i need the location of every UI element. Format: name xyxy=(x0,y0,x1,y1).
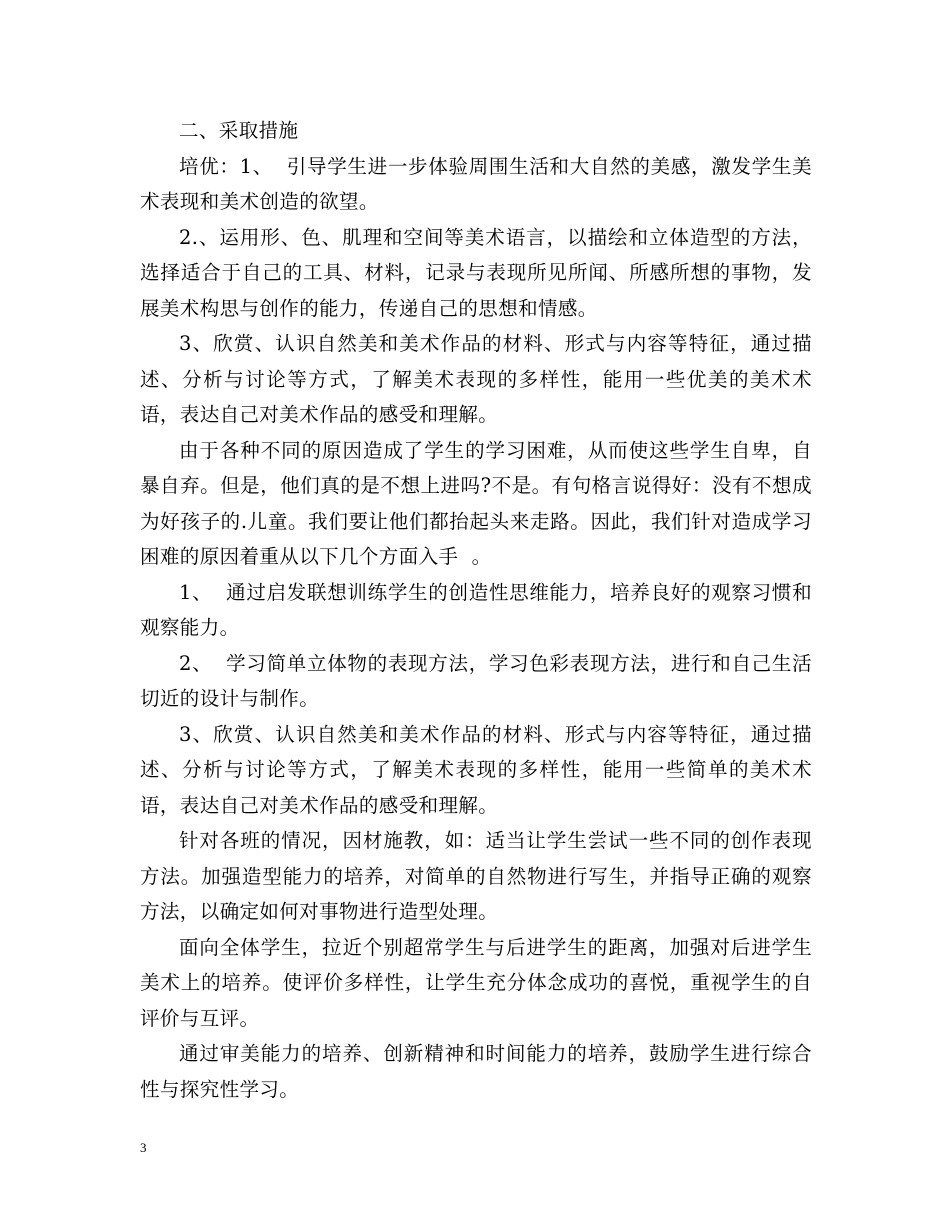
paragraph-peiyou-2: 2.、运用形、色、肌理和空间等美术语言，以描绘和立体造型的方法，选择适合于自己的工具、材料，记录与表现所见所闻、所感所想的事物，发展美术构思与创作的能力，传递自己的思想和情感。 xyxy=(140,225,812,320)
paragraph-measure-1: 1、 通过启发联想训练学生的创造性思维能力，培养良好的观察习惯和观察能力。 xyxy=(140,580,812,639)
page-number: 3 xyxy=(140,1140,147,1155)
section-heading: 二、采取措施 xyxy=(179,119,299,142)
paragraph-class-situation: 针对各班的情况，因材施教，如：适当让学生尝试一些不同的创作表现方法。加强造型能力的培养，对简单的自然物进行写生，并指导正确的观察方法，以确定如何对事物进行造型处理。 xyxy=(140,829,812,923)
paragraph-aesthetic-ability: 通过审美能力的培养、创新精神和时间能力的培养，鼓励学生进行综合性与探究性学习。 xyxy=(140,1042,812,1101)
paragraph-all-students: 面向全体学生，拉近个别超常学生与后进学生的距离，加强对后进学生美术上的培养。使评价多样性，让学生充分体念成功的喜悦，重视学生的自评价与互评。 xyxy=(140,935,812,1030)
paragraph-peiyou-3: 3、欣赏、认识自然美和美术作品的材料、形式与内容等特征，通过描述、分析与讨论等方式，了解美术表现的多样性，能用一些优美的美术术语，表达自己对美术作品的感受和理解。 xyxy=(140,332,812,426)
paragraph-measure-2: 2、 学习简单立体物的表现方法，学习色彩表现方法，进行和自己生活切近的设计与制作。 xyxy=(140,651,812,710)
paragraph-peiyou-1: 培优：1、 引导学生进一步体验周围生活和大自然的美感，激发学生美术表现和美术创造的欲望。 xyxy=(140,154,812,213)
document-body xyxy=(140,113,812,1107)
paragraph-intro-difficulty: 由于各种不同的原因造成了学生的学习困难，从而使这些学生自卑，自暴自弃。但是，他们真的是不想上进吗?不是。有句格言说得好：没有不想成为好孩子的.儿童。我们要让他们都抬起头来走路。因此，我们针对造成学习困难的原因着重从以下几个方面入手 。 xyxy=(140,438,812,568)
paragraph-measure-3: 3、欣赏、认识自然美和美术作品的材料、形式与内容等特征，通过描述、分析与讨论等方式，了解美术表现的多样性，能用一些简单的美术术语，表达自己对美术作品的感受和理解。 xyxy=(140,722,812,817)
